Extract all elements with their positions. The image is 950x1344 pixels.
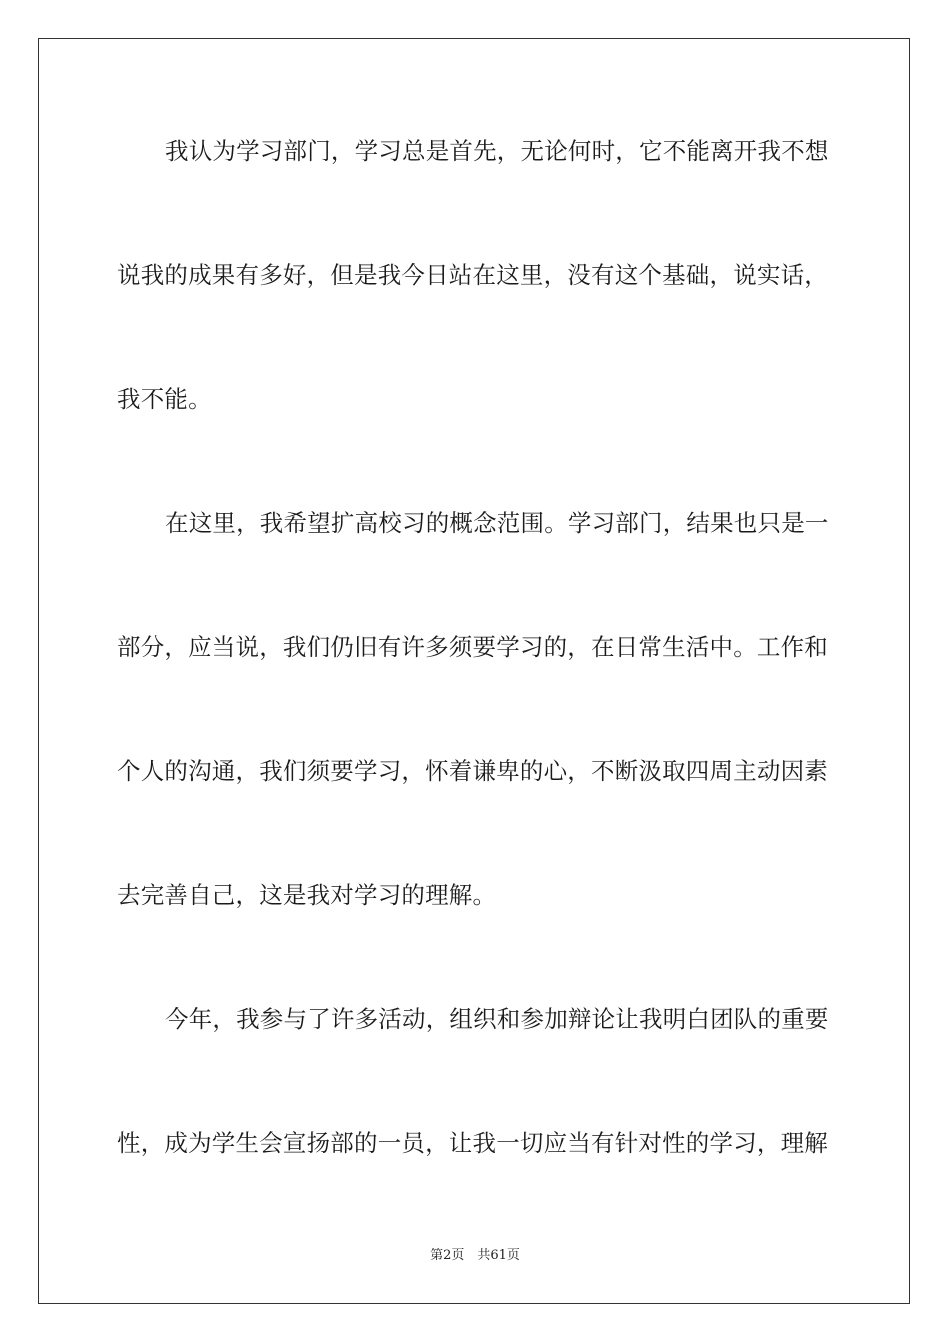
paragraph-3-line-1: 今年，我参与了许多活动，组织和参加辩论让我明白团队的重要 bbox=[165, 1005, 829, 1033]
paragraph-2-line-4: 去完善自己，这是我对学习的理解。 bbox=[117, 881, 497, 909]
paragraph-1-line-1: 我认为学习部门，学习总是首先，无论何时，它不能离开我不想 bbox=[165, 137, 829, 165]
page-border bbox=[38, 38, 910, 1304]
paragraph-2-line-2: 部分，应当说，我们仍旧有许多须要学习的，在日常生活中。工作和 bbox=[117, 633, 828, 661]
paragraph-1-line-3: 我不能。 bbox=[117, 385, 212, 413]
paragraph-2-line-3: 个人的沟通，我们须要学习，怀着谦卑的心，不断汲取四周主动因素 bbox=[117, 757, 828, 785]
paragraph-2-line-1: 在这里，我希望扩高校习的概念范围。学习部门，结果也只是一 bbox=[165, 509, 829, 537]
paragraph-3-line-2: 性，成为学生会宣扬部的一员，让我一切应当有针对性的学习，理解 bbox=[117, 1129, 828, 1157]
page-number-footer: 第2页 共61页 bbox=[430, 1248, 520, 1263]
paragraph-1-line-2: 说我的成果有多好，但是我今日站在这里，没有这个基础，说实话， bbox=[117, 261, 828, 289]
